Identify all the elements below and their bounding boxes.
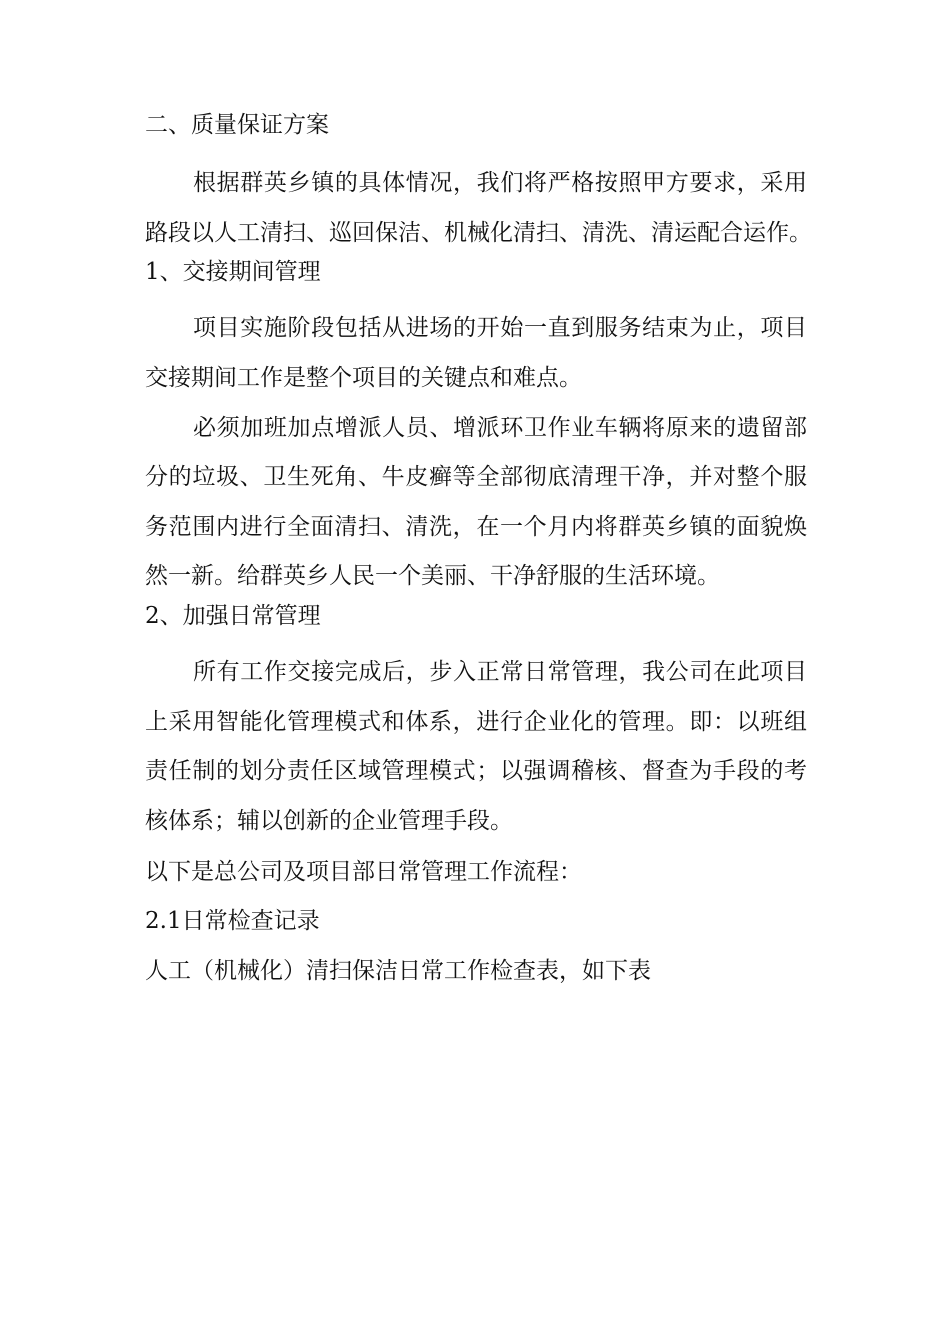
line-management-process: 以下是总公司及项目部日常管理工作流程： — [145, 859, 582, 885]
paragraph-daily-line-4: 核体系；辅以创新的企业管理手段。 — [145, 808, 513, 834]
paragraph-intro-line-2: 路段以人工清扫、巡回保洁、机械化清扫、清洗、清运配合运作。 — [145, 220, 812, 246]
line-check-table-intro: 人工（机械化）清扫保洁日常工作检查表，如下表 — [145, 958, 651, 984]
paragraph-handover-1-line-1: 项目实施阶段包括从进场的开始一直到服务结束为止，项目 — [193, 315, 807, 341]
heading-daily-check-record: 2.1日常检查记录 — [145, 908, 320, 934]
paragraph-handover-1-line-2: 交接期间工作是整个项目的关键点和难点。 — [145, 365, 582, 391]
paragraph-handover-2-line-1: 必须加班加点增派人员、增派环卫作业车辆将原来的遗留部 — [193, 415, 807, 441]
paragraph-handover-2-line-2: 分的垃圾、卫生死角、牛皮癣等全部彻底清理干净，并对整个服 — [145, 464, 807, 490]
paragraph-daily-line-3: 责任制的划分责任区域管理模式；以强调稽核、督查为手段的考 — [145, 758, 807, 784]
paragraph-daily-line-1: 所有工作交接完成后，步入正常日常管理，我公司在此项目 — [193, 659, 807, 685]
paragraph-handover-2-line-4: 然一新。给群英乡人民一个美丽、干净舒服的生活环境。 — [145, 563, 720, 589]
heading-daily-management: 2、加强日常管理 — [145, 603, 321, 629]
heading-quality-assurance: 二、质量保证方案 — [145, 112, 329, 138]
paragraph-handover-2-line-3: 务范围内进行全面清扫、清洗，在一个月内将群英乡镇的面貌焕 — [145, 514, 807, 540]
paragraph-daily-line-2: 上采用智能化管理模式和体系，进行企业化的管理。即：以班组 — [145, 709, 807, 735]
paragraph-intro-line-1: 根据群英乡镇的具体情况，我们将严格按照甲方要求，采用 — [193, 170, 807, 196]
heading-handover-management: 1、交接期间管理 — [145, 259, 321, 285]
